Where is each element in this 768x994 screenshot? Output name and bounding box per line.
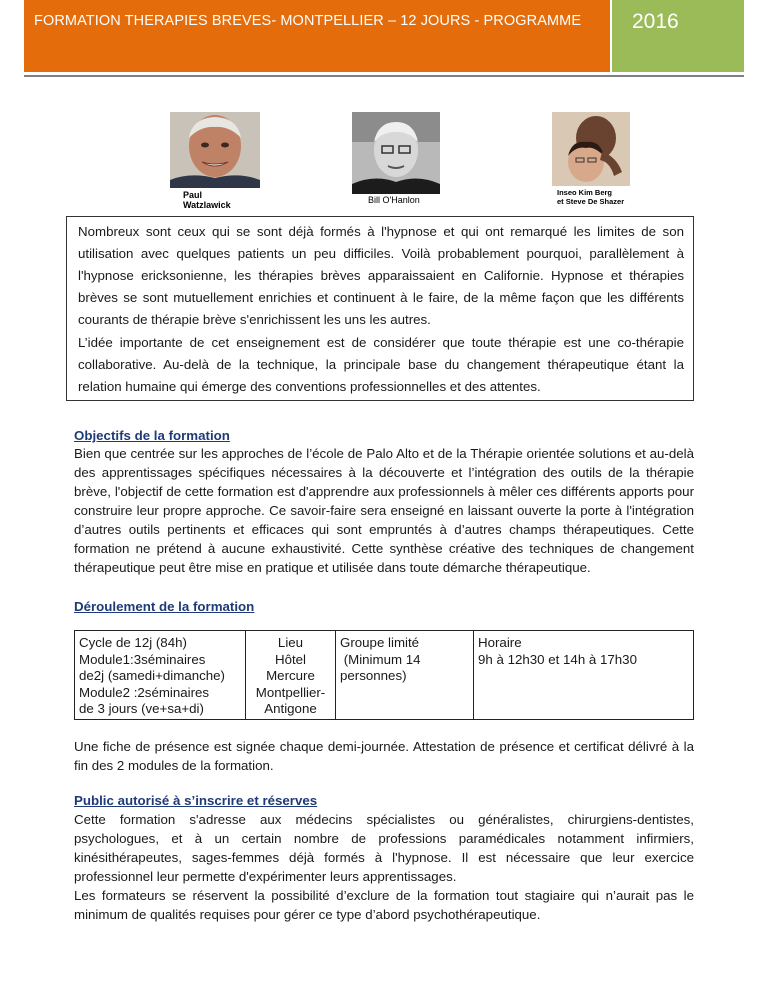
deroulement-table [74, 630, 694, 720]
table-cell-lieu: Lieu Hôtel Mercure Montpellier- Antigone [246, 631, 336, 719]
header-title-bar [24, 0, 610, 72]
public-paragraph-1: Cette formation s'adresse aux médecins spécialistes ou généralistes, chirurgiens-dentistes, psychologues, et à un certain nombre de professions paramédicales notamment infirmiers, kinésithérapeutes, sages-femmes déjà formés à l'hypnose. Il est nécessaire que leur exercice professionnel leur permette d'expérimenter leurs apprentissages. [74, 812, 694, 884]
header-year: 2016 [632, 10, 679, 33]
table-cell-groupe: Groupe limité (Minimum 14 personnes) [336, 631, 474, 719]
photo-ohanlon [352, 112, 440, 194]
header-divider [24, 75, 744, 77]
objectifs-title: Objectifs de la formation [74, 428, 230, 443]
deroulement-note: Une fiche de présence est signée chaque demi-journée. Attestation de présence et certificat délivré à la fin des 2 modules de la formation. [74, 739, 694, 773]
objectifs-text: Bien que centrée sur les approches de l’école de Palo Alto et de la Thérapie orientée solutions et au-delà des apprentissages spécifiques nécessaires à la découverte et l’intégration des outils de la thérapie brève, l'objectif de cette formation est d'apprendre aux professionnels à mêler ces différents apports pour construire leur propre approche. Ce savoir-faire sera enseigné en laissant ouverte la porte à l'intégration d’autres outils pertinents et efficaces qui sont empruntés à d’autres champs thérapeutiques. Cette formation ne prétend à aucune exhaustivité. Cette synthèse créative des techniques de changement thérapeutique peut être mise en pratique et utilisée dans toute démarche thérapeutique. [74, 446, 694, 575]
table-cell-cycle: Cycle de 12j (84h) Module1:3séminaires de2j (samedi+dimanche) Module2 :2séminaires de 3 jours (ve+sa+di) [75, 631, 246, 719]
public-title: Public autorisé à s’inscrire et réserves [74, 793, 318, 808]
intro-paragraph-1: Nombreux sont ceux qui se sont déjà formés à l'hypnose et qui ont remarqué les limites de son utilisation avec quelques patients un peu difficiles. Voilà probablement pourquoi, parallèlement à l'hypnose ericksonienne, les thérapies brèves apparaissaient en Californie. Hypnose et thérapies brèves se sont mutuellement enrichies et continuent à le faire, de la même façon que les différents courants de thérapie brève s'enrichissent les uns les autres. [78, 224, 684, 327]
header-year-box [612, 0, 744, 72]
photo-berg-deshazer [552, 112, 630, 186]
intro-box [66, 216, 694, 401]
intro-paragraph-2: L’idée importante de cet enseignement est de considérer que toute thérapie est une co-thérapie collaborative. Au-delà de la technique, la principale base du changement thérapeutique étant la relation humaine qui émerge des conventions professionnelles et des attentes. [78, 335, 684, 394]
page-header [24, 0, 744, 72]
photo-watzlawick [170, 112, 260, 188]
table-cell-horaire: Horaire 9h à 12h30 et 14h à 17h30 [478, 635, 637, 667]
public-paragraph-2: Les formateurs se réservent la possibilité d’exclure de la formation tout stagiaire qui n’aurait pas le minimum de qualités requises pour gérer ce type d’abord psychothérapeutique. [74, 888, 694, 922]
caption-ohanlon: Bill O'Hanlon [368, 195, 420, 205]
deroulement-title: Déroulement de la formation [74, 599, 255, 614]
caption-watzlawick: Paul Watzlawick [183, 190, 231, 210]
header-title: FORMATION THERAPIES BREVES- MONTPELLIER – 12 JOURS - PROGRAMME [34, 13, 582, 29]
caption-berg-deshazer: Inseo Kim Berg et Steve De Shazer [557, 188, 625, 206]
